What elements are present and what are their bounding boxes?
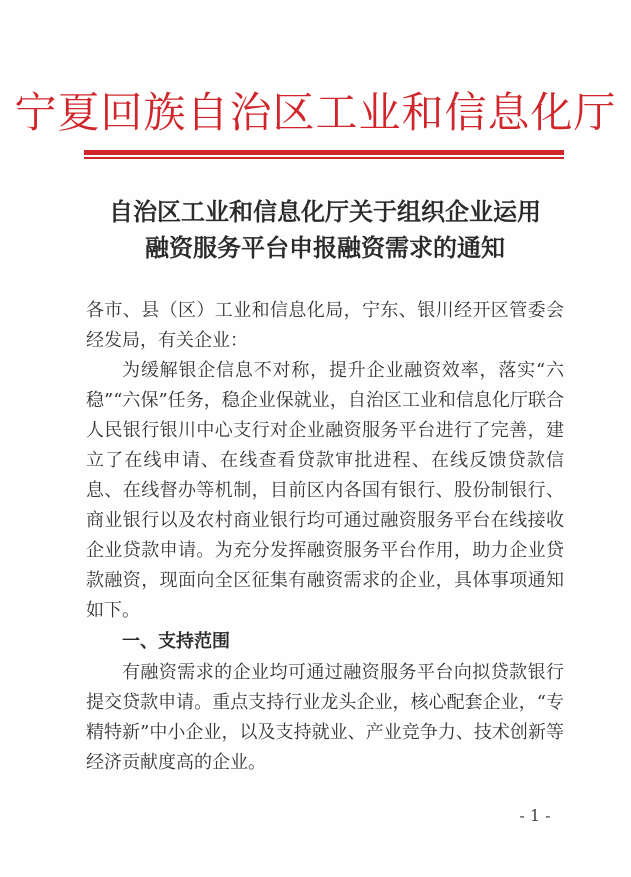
- letterhead-red-rule-thick: [84, 150, 564, 155]
- letterhead-org-name: 宁夏回族自治区工业和信息化厅: [14, 88, 617, 137]
- letterhead-red-rule-thin: [84, 157, 564, 159]
- document-title-line-2: 融资服务平台申报融资需求的通知: [145, 233, 505, 262]
- page-number: - 1 -: [519, 806, 551, 825]
- paragraph-support-scope: 有融资需求的企业均可通过融资服务平台向拟贷款银行提交贷款申请。重点支持行业龙头企业，核心配套企业，“专精特新”中小企业，以及支持就业、产业竞争力、技术创新等经济贡献度高的企业。: [86, 662, 564, 773]
- document-title-line-1: 自治区工业和信息化厅关于组织企业运用: [109, 197, 541, 226]
- document-body: [86, 296, 564, 778]
- document-title: [80, 194, 570, 266]
- section-heading-support-scope: 一、支持范围: [122, 631, 230, 652]
- paragraph-intro: 为缓解银企信息不对称，提升企业融资效率，落实“六稳”“六保”任务，稳企业保就业，自治区工业和信息化厅联合人民银行银川中心支行对企业融资服务平台进行了完善，建立了在线申请、在线查看贷款审批进程、在线反馈贷款信息、在线督办等机制，目前区内各国有银行、股份制银行、商业银行以及农村商业银行均可通过融资服务平台在线接收企业贷款申请。为充分发挥融资服务平台作用，助力企业贷款融资，现面向全区征集有融资需求的企业，具体事项通知如下。: [86, 360, 564, 621]
- salutation: 各市、县（区）工业和信息化局，宁东、银川经开区管委会经发局，有关企业：: [86, 300, 564, 351]
